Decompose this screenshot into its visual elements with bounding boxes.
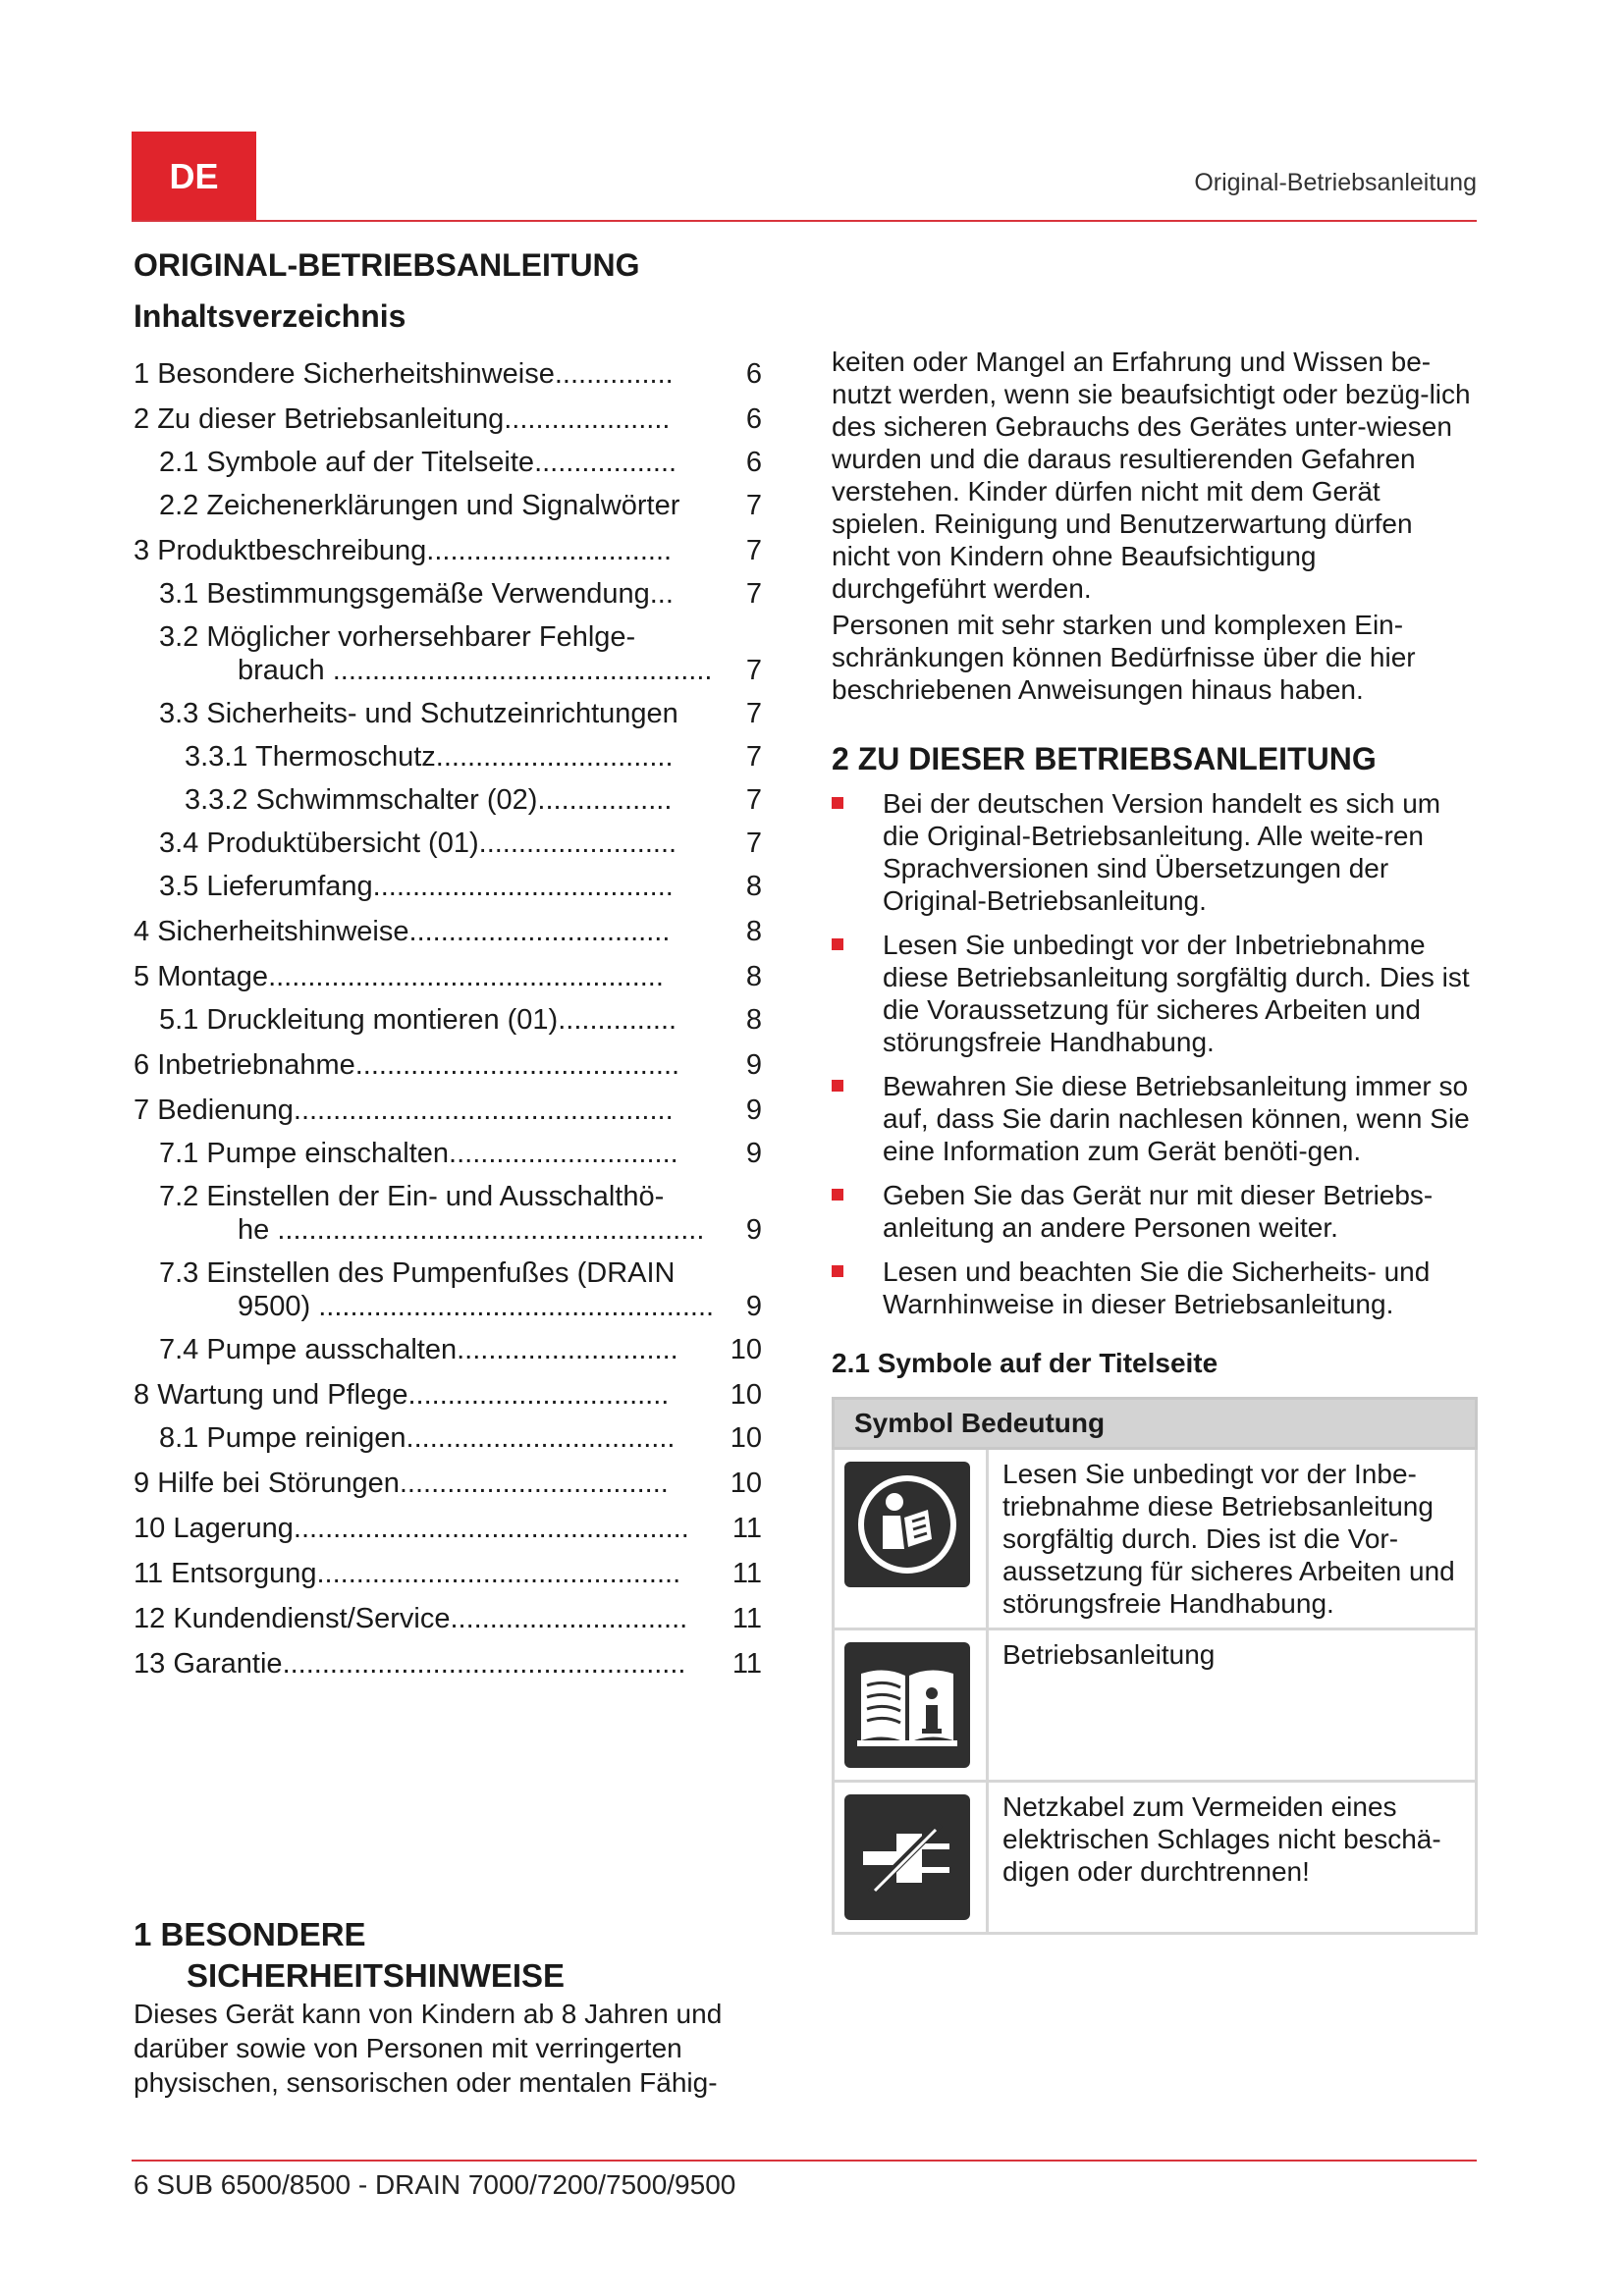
header-title: Original-Betriebsanleitung: [1194, 169, 1477, 196]
section-1-paragraph-2: Personen mit sehr starken und komplexen Ein-schränkungen können Bedürfnisse über die hier beschriebenen Anweisungen hinaus haben.: [832, 610, 1416, 705]
toc-entry-continuation: [159, 1213, 762, 1247]
right-column: [832, 346, 1478, 1935]
toc-entry-number: 13: [134, 1648, 166, 1680]
list-item-text: Bei der deutschen Version handelt es sich um die Original-Betriebsanleitung. Alle weite-ren Sprachversionen sind Übersetzungen der Original-Betriebsanleitung.: [883, 788, 1441, 916]
toc-entry-page: 6: [745, 358, 762, 390]
toc-entry-label: Produktbeschreibung: [157, 535, 427, 566]
toc-entry-page: 6: [745, 403, 762, 435]
toc-entry-label: Lagerung: [173, 1513, 294, 1544]
section-1-heading: [134, 1914, 772, 1997]
toc-entry-page: 10: [730, 1468, 762, 1499]
document-title: ORIGINAL-BETRIEBSANLEITUNG: [134, 247, 640, 283]
toc-entry[interactable]: [134, 402, 762, 436]
toc-entry-page: 6: [745, 447, 762, 478]
toc-entry[interactable]: [134, 1180, 762, 1247]
toc-entry-leader: ..............................: [435, 741, 674, 773]
toc-entry-page: 8: [745, 1004, 762, 1036]
toc-entry-page: 11: [731, 1558, 762, 1589]
toc-entry-label: Symbole auf der Titelseite: [206, 447, 535, 478]
toc-entry-number: 10: [134, 1513, 166, 1544]
manual-info-icon: [844, 1642, 970, 1768]
toc-entry[interactable]: [134, 534, 762, 567]
toc-entry[interactable]: [134, 1467, 762, 1500]
section-1: [134, 1914, 772, 2104]
bullet-square-icon: [832, 1189, 843, 1201]
section-2-heading: 2 ZU DIESER BETRIEBSANLEITUNG: [832, 741, 1377, 776]
toc-entry-page: 9: [745, 1291, 762, 1322]
table-row: [834, 1782, 1477, 1934]
toc-entry-label: Zeichenerklärungen und Signalwörter: [206, 490, 680, 521]
toc-entry-number: 3.2: [159, 621, 199, 653]
toc-entry-page: 7: [745, 490, 762, 521]
toc-entry-label: Pumpe reinigen: [206, 1422, 406, 1454]
section-2-1-heading: 2.1 Symbole auf der Titelseite: [832, 1348, 1218, 1378]
table-row: [834, 1629, 1477, 1782]
toc-entry-leader: ..............................: [450, 1603, 688, 1634]
toc-entry-number: 7.2: [159, 1181, 199, 1212]
toc-entry[interactable]: [134, 446, 762, 479]
toc-entry-leader: .............................: [449, 1138, 678, 1169]
toc-entry[interactable]: [134, 1557, 762, 1590]
toc-entry-number: 5.1: [159, 1004, 199, 1036]
toc-entry-label: Wartung und Pflege: [157, 1379, 408, 1411]
read-manual-icon: [844, 1462, 970, 1587]
cable-plug-icon: [844, 1794, 970, 1920]
toc-entry[interactable]: [134, 357, 762, 391]
toc-entry-label: Produktübersicht (01): [206, 828, 479, 859]
section-1-continuation: keiten oder Mangel an Erfahrung und Wissen be-nutzt werden, wenn sie beaufsichtigt oder bezüg-lich des sicheren Gebrauchs des Gerätes unter-wiesen wurden und die daraus resultierenden Gefahren verstehen. Kinder dürfen nicht mit dem Gerät spielen. Reinigung und Benutzerwartung dürfen nicht von Kindern ohne Beaufsichtigung durchgeführt werden.: [832, 347, 1471, 604]
toc-entry-number: 11: [134, 1558, 164, 1589]
toc-entry-continuation: [159, 654, 762, 687]
toc-entry-number: 7.1: [159, 1138, 199, 1169]
toc-entry-continuation-text: he: [238, 1214, 270, 1246]
toc-entry-number: 6: [134, 1049, 150, 1081]
toc-entry-leader: ................................................: [293, 1095, 674, 1126]
toc-entry[interactable]: [134, 1378, 762, 1412]
toc-entry-label: Möglicher vorhersehbarer Fehlge-: [206, 621, 636, 653]
toc-entry-label: Bestimmungsgemäße Verwendung: [206, 578, 650, 610]
toc-entry-number: 3.3.1: [185, 741, 248, 773]
toc-entry-page: 9: [745, 1214, 762, 1246]
toc-entry[interactable]: [134, 1256, 762, 1323]
toc-entry-page: 9: [745, 1049, 762, 1081]
toc-entry-page: 9: [745, 1095, 762, 1126]
toc-entry-page: 8: [745, 961, 762, 992]
toc-entry-page: 7: [745, 784, 762, 816]
toc-entry[interactable]: [134, 783, 762, 817]
toc-entry-page: 7: [745, 655, 762, 686]
list-item-text: Geben Sie das Gerät nur mit dieser Betriebs-anleitung an andere Personen weiter.: [883, 1180, 1434, 1243]
toc-entry-label: Sicherheits- und Schutzeinrichtungen: [206, 698, 678, 729]
toc-entry-label: Einstellen der Ein- und Ausschalthö-: [206, 1181, 665, 1212]
toc-entry[interactable]: [134, 870, 762, 903]
toc-entry-page: 8: [745, 871, 762, 902]
toc-entry[interactable]: [134, 489, 762, 522]
toc-entry-leader: ...: [649, 578, 674, 610]
toc-entry-leader: ..................................: [406, 1422, 676, 1454]
toc-entry-number: 7: [134, 1095, 150, 1126]
list-item: [832, 1255, 1478, 1320]
list-item-text: Lesen und beachten Sie die Sicherheits- und Warnhinweise in dieser Betriebsanleitung.: [883, 1256, 1431, 1319]
toc-entry[interactable]: [134, 960, 762, 993]
table-row: [834, 1449, 1477, 1629]
list-item-text: Bewahren Sie diese Betriebsanleitung immer so auf, dass Sie darin nachlesen können, wenn Sie eine Information zum Gerät benöti-gen.: [883, 1071, 1470, 1166]
toc-entry-leader: ...............: [558, 1004, 677, 1036]
toc-entry-leader: .........................: [478, 828, 677, 859]
toc-entry-leader: ......................................................: [277, 1214, 705, 1246]
bullet-square-icon: [832, 1265, 843, 1277]
toc-entry-number: 2.2: [159, 490, 199, 521]
section-2-bullet-list: [832, 787, 1478, 1320]
toc-entry-label: Garantie: [173, 1648, 283, 1680]
toc-entry-number: 2.1: [159, 447, 199, 478]
toc-entry-number: 3.4: [159, 828, 199, 859]
section-1-paragraph: Dieses Gerät kann von Kindern ab 8 Jahren und darüber sowie von Personen mit verringerten physischen, sensorischen oder mentalen Fähig-: [134, 1999, 723, 2098]
list-item-text: Lesen Sie unbedingt vor der Inbetriebnahme diese Betriebsanleitung sorgfältig durch. Dies ist die Voraussetzung für sicheres Arbeiten und störungsfreie Handhabung.: [883, 930, 1470, 1057]
toc-entry-page: 11: [731, 1603, 762, 1634]
toc-entry-page: 10: [730, 1379, 762, 1411]
toc-entry-number: 7.4: [159, 1334, 199, 1365]
list-item: [832, 1179, 1478, 1244]
toc-entry[interactable]: [134, 577, 762, 611]
toc-entry-leader: .................: [537, 784, 673, 816]
list-item: [832, 787, 1478, 917]
toc-entry-page: 7: [745, 578, 762, 610]
toc-entry-number: 3.3: [159, 698, 199, 729]
toc-entry[interactable]: [134, 915, 762, 948]
toc-entry-leader: ............................: [457, 1334, 678, 1365]
toc-entry-leader: ..................................................: [318, 1291, 715, 1322]
toc-entry-page: 7: [745, 698, 762, 729]
list-item: [832, 929, 1478, 1058]
toc-entry-leader: ..................................................: [293, 1513, 689, 1544]
toc-entry-number: 5: [134, 961, 150, 992]
toc-entry-number: 1: [134, 358, 150, 390]
toc-entry-label: Sicherheitshinweise: [157, 916, 409, 947]
toc-entry-number: 8: [134, 1379, 150, 1411]
toc-entry-leader: .................................: [408, 916, 671, 947]
toc-entry-number: 4: [134, 916, 150, 947]
list-item: [832, 1070, 1478, 1167]
symbol-table-header: Symbol Bedeutung: [834, 1399, 1477, 1449]
toc-entry[interactable]: [134, 740, 762, 774]
toc-entry-leader: ...............: [554, 358, 674, 390]
toc-entry[interactable]: [134, 1647, 762, 1681]
symbol-description: Betriebsanleitung: [988, 1629, 1477, 1782]
toc-entry-page: 11: [731, 1513, 762, 1544]
toc-entry-label: Einstellen des Pumpenfußes (DRAIN: [206, 1257, 676, 1289]
toc-entry-page: 8: [745, 916, 762, 947]
toc-entry-number: 7.3: [159, 1257, 199, 1289]
section-1-heading-line1: 1 BESONDERE: [134, 1916, 366, 1952]
toc-entry-label: Zu dieser Betriebsanleitung: [157, 403, 505, 435]
section-1-heading-line2: SICHERHEITSHINWEISE: [187, 1957, 566, 1994]
toc-entry-page: 11: [731, 1648, 762, 1680]
toc-entry-label: Entsorgung: [171, 1558, 317, 1589]
footer-text: 6 SUB 6500/8500 - DRAIN 7000/7200/7500/9500: [134, 2169, 736, 2200]
bullet-square-icon: [832, 938, 843, 950]
toc-entry-number: 8.1: [159, 1422, 199, 1454]
toc-entry[interactable]: [134, 620, 762, 687]
toc-entry-continuation-text: brauch: [238, 655, 325, 686]
language-badge: DE: [132, 132, 256, 222]
toc-entry-label: Druckleitung montieren (01): [206, 1004, 559, 1036]
toc-entry-page: 7: [745, 741, 762, 773]
toc-entry[interactable]: [134, 1333, 762, 1366]
bullet-square-icon: [832, 797, 843, 809]
toc-entry-leader: .....................: [504, 403, 671, 435]
toc-entry-leader: ................................................: [332, 655, 713, 686]
symbol-table: [832, 1397, 1478, 1935]
toc-entry-number: 3.1: [159, 578, 199, 610]
toc-entry-number: 3.3.2: [185, 784, 248, 816]
toc-entry-leader: ......................................: [372, 871, 674, 902]
toc-entry-label: Pumpe einschalten: [206, 1138, 450, 1169]
toc-entry-label: Thermoschutz: [255, 741, 436, 773]
toc-entry-continuation-text: 9500): [238, 1291, 311, 1322]
header-divider: [132, 220, 1477, 222]
toc-entry-number: 3: [134, 535, 150, 566]
toc-entry-leader: .................................: [407, 1379, 670, 1411]
toc-entry-leader: ...................................................: [282, 1648, 686, 1680]
toc-entry[interactable]: [134, 1003, 762, 1037]
toc-entry[interactable]: [134, 1602, 762, 1635]
toc-entry-label: Kundendienst/Service: [173, 1603, 451, 1634]
symbol-description: Lesen Sie unbedingt vor der Inbe-triebnahme diese Betriebsanleitung sorgfältig durch. Dies ist die Vor-aussetzung für sicheres Arbeiten und störungsfreie Handhabung.: [988, 1449, 1477, 1629]
toc-entry-number: 3.5: [159, 871, 199, 902]
toc-entry-label: Besondere Sicherheitshinweise: [157, 358, 555, 390]
toc-entry[interactable]: [134, 1137, 762, 1170]
toc-entry-leader: ..................................................: [268, 961, 664, 992]
toc-heading: Inhaltsverzeichnis: [134, 298, 406, 334]
toc-entry-page: 7: [745, 535, 762, 566]
symbol-description: Netzkabel zum Vermeiden eines elektrischen Schlages nicht beschä-digen oder durchtrennen!: [988, 1782, 1477, 1934]
toc-entry-label: Inbetriebnahme: [157, 1049, 355, 1081]
table-of-contents: [134, 353, 762, 1690]
toc-entry-number: 9: [134, 1468, 150, 1499]
toc-entry-page: 10: [730, 1334, 762, 1365]
toc-entry-page: 9: [745, 1138, 762, 1169]
toc-entry-leader: ..................................: [399, 1468, 669, 1499]
toc-entry-page: 10: [730, 1422, 762, 1454]
toc-entry-leader: ..............................................: [316, 1558, 681, 1589]
toc-entry-label: Montage: [157, 961, 269, 992]
toc-entry-number: 12: [134, 1603, 166, 1634]
toc-entry-leader: ..................: [534, 447, 677, 478]
toc-entry-label: Pumpe ausschalten: [206, 1334, 458, 1365]
toc-entry[interactable]: [134, 1512, 762, 1545]
toc-entry-label: Schwimmschalter (02): [255, 784, 538, 816]
toc-entry-label: Hilfe bei Störungen: [157, 1468, 400, 1499]
toc-entry-page: 7: [745, 828, 762, 859]
toc-entry[interactable]: [134, 1048, 762, 1082]
toc-entry[interactable]: [134, 1094, 762, 1127]
toc-entry-label: Lieferumfang: [206, 871, 373, 902]
toc-entry[interactable]: [134, 1421, 762, 1455]
toc-entry-continuation: [159, 1290, 762, 1323]
footer-divider: [132, 2160, 1477, 2162]
toc-entry-leader: ...............................: [426, 535, 673, 566]
toc-entry-leader: .........................................: [354, 1049, 680, 1081]
toc-entry-number: 2: [134, 403, 150, 435]
bullet-square-icon: [832, 1080, 843, 1092]
toc-entry[interactable]: [134, 827, 762, 860]
toc-entry-label: Bedienung: [157, 1095, 294, 1126]
toc-entry[interactable]: [134, 697, 762, 730]
